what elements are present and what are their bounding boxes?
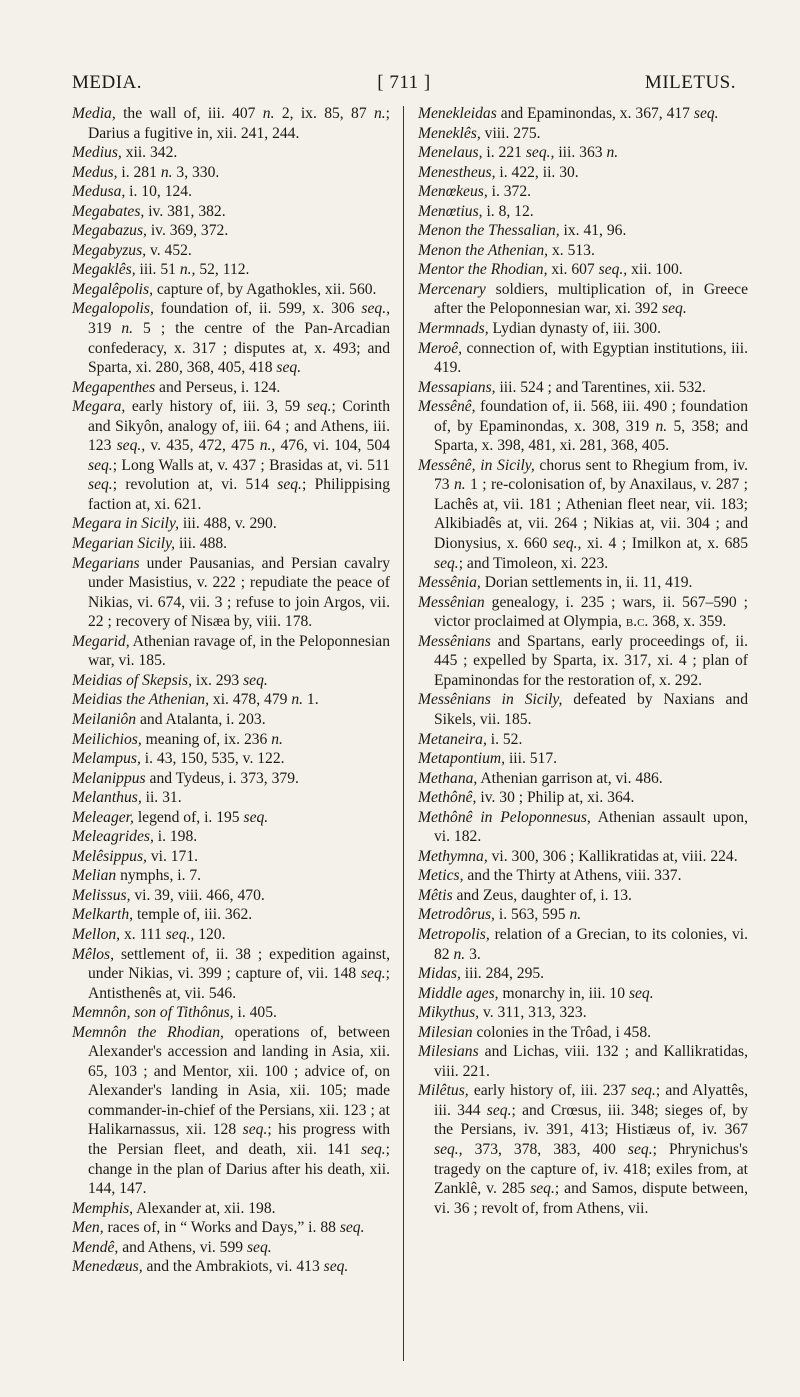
entry-text: iii. 51	[135, 261, 180, 279]
italic-text: seq.,	[598, 261, 628, 279]
italic-text: Menedæus,	[72, 1258, 143, 1276]
entry-text: connection of, with Egyptian institutions, iii. 419.	[434, 339, 748, 377]
italic-text: Mikythus,	[418, 1004, 480, 1022]
italic-text: seq.	[693, 105, 719, 122]
entry-text: viii. 275.	[480, 124, 541, 142]
index-entry	[72, 945, 390, 1004]
italic-text: Menon the Thessalian,	[418, 222, 560, 240]
italic-text: n.	[262, 105, 275, 122]
index-entry	[418, 730, 748, 750]
index-entry	[418, 143, 748, 163]
index-entry	[72, 827, 390, 847]
index-entry	[418, 202, 748, 222]
italic-text: seq.	[339, 1219, 365, 1237]
entry-text: and Tydeus, i. 373, 379.	[145, 769, 299, 787]
italic-text: Meidias the Athenian,	[72, 691, 210, 709]
entry-text: the wall of, iii. 407	[115, 105, 263, 122]
entry-text: nymphs, i. 7.	[116, 867, 202, 885]
entry-text: ; and Crœsus, iii. 348; sieges of, by the Persians, iv. 391, 413; Histiæus of, iv. 367	[434, 1101, 748, 1139]
italic-text: Mendê,	[72, 1238, 119, 1256]
header-page-number: [ 711 ]	[377, 72, 431, 93]
italic-text: seq.	[88, 476, 113, 494]
entry-text: and Spartans, early proceedings of, ii. 445 ; expelled by Sparta, ix. 317, xi. 4 ; plan of Epaminondas for the restoration of, x. 292.	[434, 632, 748, 689]
italic-text: Meilaniôn	[72, 710, 137, 728]
entry-text: i. 52.	[486, 730, 523, 748]
entry-text: i. 422, ii. 30.	[495, 163, 579, 181]
italic-text: seq.	[360, 1140, 386, 1158]
index-entry	[72, 163, 390, 183]
index-entry	[418, 1081, 748, 1218]
index-entry	[72, 769, 390, 789]
italic-text: Messênians in Sicily,	[418, 691, 563, 709]
index-entry	[418, 769, 748, 789]
index-entry	[72, 397, 390, 514]
italic-text: Megaklês,	[72, 261, 136, 279]
index-entry	[418, 456, 748, 573]
index-entry	[72, 1199, 390, 1219]
italic-text: Meleagrides,	[72, 828, 154, 846]
entry-text: under Pausanias, and Persian cavalry under Masistius, v. 222 ; repudiate the peace of Nikias, vi. 674, vii. 3 ; refuse to join Argos, vii. 22 ; recovery of Nisæa by, viii. 178.	[88, 554, 390, 631]
entry-text: early history of, iii. 3, 59	[125, 398, 307, 416]
entry-text: ; his progress with the Persian fleet, and death, xii. 141	[88, 1121, 390, 1158]
italic-text: Midas,	[418, 965, 461, 983]
entry-text: i. 221	[482, 144, 526, 162]
index-entry	[418, 280, 748, 319]
index-entry	[418, 221, 748, 241]
italic-text: Milesians	[418, 1043, 479, 1061]
entry-text: 5 ; the centre of the Pan-Arcadian confederacy, x. 317 ; disputes at, x. 493; and Sparta, xi. 280, 368, 405, 418	[88, 320, 390, 377]
italic-text: Messênia,	[418, 574, 481, 592]
italic-text: Megarians	[72, 554, 140, 572]
entry-text: legend of, i. 195	[133, 808, 244, 826]
index-entry	[418, 241, 748, 261]
entry-text: i. 281	[117, 163, 161, 181]
entry-text: x. 111	[120, 925, 166, 943]
italic-text: Meleager,	[72, 808, 134, 826]
index-entry	[72, 104, 390, 143]
index-entry	[72, 808, 390, 828]
index-entry	[72, 534, 390, 554]
italic-text: Milesian	[418, 1023, 473, 1041]
italic-text: seq.	[277, 476, 302, 494]
entry-text: 476, vi. 104, 504	[275, 437, 390, 455]
entry-text: settlement of, ii. 38 ; expedition against, under Nikias, vi. 399 ; capture of, vii. 148	[88, 945, 390, 983]
entry-text: i. 10, 124.	[125, 183, 192, 201]
entry-text: ; and Samos, dispute between, vi. 36 ; revolt of, from Athens, vii.	[434, 1180, 748, 1217]
italic-text: n.,	[179, 261, 196, 279]
index-entry	[72, 632, 390, 671]
entry-text: temple of, iii. 362.	[133, 906, 253, 924]
italic-text: Messênian	[418, 593, 485, 611]
entry-text: and Epaminondas, x. 367, 417	[496, 105, 694, 122]
entry-text: vi. 300, 306 ; Kallikratidas at, viii. 224.	[487, 847, 738, 865]
entry-text: operations of, between Alexander's accession and landing in Asia, xii. 65, 103 ; and Mentor, xii. 100 ; advice of, on Alexander's landing in Asia, xii. 105; made commander-in-chief of the Persians, xii. 123 ; at Halikarnassus, xii. 128	[88, 1023, 390, 1139]
entry-text: 3.	[465, 945, 481, 963]
entry-text: ; Corinth and Sikyôn, analogy of, iii. 64 ; and Athens, iii. 123	[88, 398, 390, 455]
italic-text: Memnôn, son of Tithônus,	[72, 1004, 234, 1022]
italic-text: Messapians,	[418, 378, 496, 396]
index-entry	[418, 182, 748, 202]
entry-text: foundation of, ii. 599, x. 306	[153, 300, 362, 318]
italic-text: seq.	[242, 1121, 268, 1139]
italic-text: Medius,	[72, 144, 122, 162]
index-column-left	[72, 104, 390, 1277]
entry-text: monarchy in, iii. 10	[498, 984, 629, 1002]
italic-text: Messênians	[418, 632, 491, 650]
italic-text: seq.,	[116, 437, 146, 455]
entry-text: ; change in the plan of Darius after his death, xii. 144, 147.	[88, 1140, 390, 1198]
entry-text: 2, ix. 85, 87	[274, 105, 374, 122]
italic-text: Meidias of Skepsis,	[72, 671, 192, 689]
entry-text: defeated by Naxians and Sikels, vii. 185.	[434, 691, 748, 728]
italic-text: Mercenary	[418, 280, 486, 298]
index-entry	[418, 339, 748, 378]
index-entry	[72, 788, 390, 808]
entry-text: ; Philippising faction at, xi. 621.	[88, 476, 390, 513]
entry-text: and Perseus, i. 124.	[155, 378, 281, 396]
entry-text: i. 563, 595	[494, 906, 570, 924]
italic-text: Megapenthes	[72, 378, 156, 396]
entry-text: 120.	[194, 925, 226, 943]
entry-text: iii. 524 ; and Tarentines, xii. 532.	[495, 378, 706, 396]
italic-text: Melampus,	[72, 750, 141, 768]
entry-text: genealogy, i. 235 ; wars, ii. 567–590 ; victor proclaimed at Olympia,	[434, 593, 748, 631]
entry-text: ; and Alyattês, iii. 344	[434, 1082, 749, 1119]
entry-text: early history of, iii. 237	[468, 1082, 632, 1100]
index-column-right	[418, 104, 748, 1218]
italic-text: Meroê,	[418, 339, 463, 357]
italic-text: n.	[606, 144, 619, 162]
index-entry	[418, 788, 748, 808]
italic-text: seq.	[306, 398, 332, 416]
italic-text: Methônê,	[418, 789, 477, 807]
entry-text: xi. 607	[547, 261, 599, 279]
italic-text: Menelaus,	[418, 144, 483, 162]
entry-text: races of, in “ Works and Days,” i. 88	[103, 1219, 340, 1237]
entry-text: b.c.	[625, 613, 649, 631]
entry-text: meaning of, ix. 236	[141, 730, 272, 748]
entry-text: ii. 31.	[141, 789, 182, 807]
italic-text: Megara in Sicily,	[72, 515, 179, 533]
italic-text: Menestheus,	[418, 163, 496, 181]
italic-text: Milêtus,	[418, 1082, 469, 1100]
italic-text: Media,	[72, 105, 116, 122]
italic-text: Megabazus,	[72, 222, 147, 240]
entry-text: i. 43, 150, 535, v. 122.	[140, 750, 285, 768]
index-entry	[418, 397, 748, 456]
index-entry	[72, 514, 390, 534]
italic-text: n.	[160, 163, 173, 181]
entry-text: chorus sent to Rhegium from, iv. 73	[434, 456, 748, 494]
entry-text: and the Thirty at Athens, viii. 337.	[463, 867, 682, 885]
entry-text: xi. 478, 479	[209, 691, 292, 709]
entry-text: Alexander at, xii. 198.	[133, 1199, 276, 1217]
index-entry	[72, 925, 390, 945]
italic-text: Megara,	[72, 398, 126, 416]
index-entry	[418, 1042, 748, 1081]
italic-text: n.	[373, 105, 386, 122]
entry-text: 319	[88, 320, 122, 338]
entry-text: iv. 369, 372.	[146, 222, 229, 240]
entry-text: and Zeus, daughter of, i. 13.	[452, 886, 632, 904]
entry-text: i. 198.	[153, 828, 198, 846]
index-entry	[72, 905, 390, 925]
index-entry	[72, 1003, 390, 1023]
entry-text: Athenian garrison at, vi. 486.	[477, 769, 663, 787]
index-entry	[72, 1238, 390, 1258]
index-entry	[72, 260, 390, 280]
entry-text: i. 372.	[487, 183, 532, 201]
entry-text: relation of a Grecian, to its colonies, vi. 82	[434, 925, 748, 963]
entry-text: 1 ; re-colonisation of, by Anaxilaus, v. 287 ; Lachês at, vii. 181 ; Athenian fleet near, vii. 183; Alkibiadês at, vii. 264 ; Nikias at, vii. 304 ; and Dionysius, x. 660	[434, 476, 748, 553]
index-entry	[418, 378, 748, 398]
entry-text: ; Darius a fugitive in, xii. 241, 244.	[88, 105, 390, 142]
italic-text: seq.	[243, 671, 268, 689]
italic-text: seq.,	[165, 925, 195, 943]
italic-text: seq.,	[434, 1140, 463, 1158]
entry-text: Dorian settlements in, ii. 11, 419.	[480, 574, 693, 592]
italic-text: Middle ages,	[418, 984, 499, 1002]
index-entry	[418, 749, 748, 769]
entry-text: iii. 488.	[175, 535, 228, 553]
italic-text: Melanthus,	[72, 789, 142, 807]
entry-text: v. 435, 472, 475	[145, 437, 260, 455]
header-right-running-title: MILETUS.	[644, 72, 736, 93]
italic-text: Megarid,	[72, 632, 130, 650]
italic-text: seq.	[434, 554, 459, 572]
italic-text: Metapontium,	[418, 750, 506, 768]
italic-text: Men,	[72, 1219, 104, 1237]
entry-text: i. 405.	[233, 1004, 277, 1022]
index-entry	[418, 319, 748, 339]
entry-text: and Athens, vi. 599	[118, 1238, 247, 1256]
italic-text: seq.,	[552, 535, 582, 553]
header-left-running-title: MEDIA.	[72, 72, 143, 93]
index-entry	[72, 671, 390, 691]
entry-text: colonies in the Trôad, i 458.	[472, 1023, 652, 1041]
italic-text: Messênê, in Sicily,	[418, 456, 535, 474]
italic-text: seq.	[662, 300, 687, 318]
italic-text: Medus,	[72, 163, 118, 181]
entry-text: 1.	[303, 691, 319, 709]
italic-text: Methymna,	[418, 847, 488, 865]
entry-text: i. 8, 12.	[482, 202, 534, 220]
index-entry	[418, 1023, 748, 1043]
italic-text: n.	[655, 417, 668, 435]
index-entry	[72, 241, 390, 261]
entry-text: iii. 284, 295.	[460, 965, 545, 983]
index-entry	[418, 964, 748, 984]
entry-text: 373, 378, 383, 400	[462, 1140, 628, 1158]
entry-text: v. 452.	[146, 241, 192, 259]
italic-text: Mentor the Rhodian,	[418, 261, 548, 279]
index-entry	[72, 1257, 390, 1277]
index-entry	[72, 749, 390, 769]
entry-text: ; and Timoleon, xi. 223.	[458, 554, 609, 572]
entry-text: 5, 358; and Sparta, x. 398, 481, xi. 281, 368, 405.	[434, 417, 748, 455]
index-entry	[72, 221, 390, 241]
italic-text: seq.	[627, 1140, 653, 1158]
entry-text: iv. 30 ; Philip at, xi. 364.	[476, 789, 635, 807]
index-entry	[72, 378, 390, 398]
entry-text: soldiers, multiplication of, in Greece after the Peloponnesian war, xi. 392	[434, 280, 748, 318]
index-entry	[418, 866, 748, 886]
italic-text: Megabyzus,	[72, 241, 147, 259]
italic-text: Melkarth,	[72, 906, 134, 924]
italic-text: seq.	[631, 1082, 656, 1100]
italic-text: Metrodôrus,	[418, 906, 495, 924]
italic-text: seq.	[243, 808, 269, 826]
index-entry	[418, 593, 748, 632]
entry-text: ix. 293	[191, 671, 244, 689]
index-entry	[72, 1023, 390, 1199]
index-entry	[72, 847, 390, 867]
entry-text: xii. 342.	[121, 144, 178, 162]
index-entry	[72, 710, 390, 730]
index-entry	[72, 1218, 390, 1238]
italic-text: n.	[271, 730, 283, 748]
italic-text: n.,	[259, 437, 276, 455]
entry-text: x. 513.	[548, 241, 595, 259]
index-entry	[72, 299, 390, 377]
index-entry	[418, 690, 748, 729]
italic-text: n.	[569, 906, 582, 924]
index-entry	[418, 847, 748, 867]
entry-text: foundation of, ii. 568, iii. 490 ; foundation of, by Epaminondas, x. 308, 319	[434, 398, 748, 435]
italic-text: n.	[453, 476, 466, 494]
entry-text: Lydian dynasty of, iii. 300.	[488, 320, 661, 338]
italic-text: Melissus,	[72, 886, 131, 904]
entry-text: ; Long Walls at, v. 437 ; Brasidas at, vi. 511	[112, 456, 390, 474]
italic-text: Megalêpolis,	[72, 280, 153, 298]
column-divider	[403, 106, 404, 1361]
italic-text: n.	[453, 945, 466, 963]
italic-text: seq.	[323, 1258, 349, 1276]
italic-text: seq.	[628, 984, 654, 1002]
entry-text: v. 311, 313, 323.	[479, 1004, 587, 1022]
italic-text: Medusa,	[72, 183, 126, 201]
italic-text: Melêsippus,	[72, 847, 147, 865]
italic-text: Methana,	[418, 769, 478, 787]
entry-text: and the Ambrakiots, vi. 413	[142, 1258, 324, 1276]
entry-text: 52, 112.	[195, 261, 250, 279]
italic-text: Melanippus	[72, 769, 146, 787]
italic-text: Mermnads,	[418, 320, 489, 338]
entry-text: xi. 4 ; Imilkon at, x. 685	[581, 535, 748, 553]
italic-text: seq.,	[525, 144, 555, 162]
italic-text: Mellon,	[72, 925, 121, 943]
index-entry	[72, 202, 390, 222]
entry-text: ; Antisthenês at, vii. 546.	[88, 965, 390, 1002]
italic-text: Metaneira,	[418, 730, 487, 748]
italic-text: n.	[291, 691, 304, 709]
index-entry	[418, 104, 748, 124]
entry-text: 368, x. 359.	[648, 613, 727, 631]
entry-text: and Lichas, viii. 132 ; and Kallikratidas, viii. 221.	[434, 1043, 748, 1080]
index-entry	[72, 690, 390, 710]
entry-text: iv. 381, 382.	[144, 202, 226, 220]
index-entry	[418, 1003, 748, 1023]
index-entry	[72, 886, 390, 906]
entry-text: Athenian assault upon, vi. 182.	[434, 808, 748, 846]
italic-text: Meneklês,	[418, 124, 481, 142]
index-entry	[418, 632, 748, 691]
entry-text: ; Phrynichus's tragedy on the capture of, iv. 418; exiles from, at Zanklê, v. 285	[434, 1140, 749, 1198]
italic-text: seq.	[246, 1238, 272, 1256]
italic-text: Mêlos,	[72, 945, 115, 963]
index-entry	[418, 573, 748, 593]
entry-text: vi. 39, viii. 466, 470.	[130, 886, 265, 904]
italic-text: Mêtis	[418, 886, 453, 904]
index-entry	[72, 730, 390, 750]
italic-text: Memnôn the Rhodian,	[72, 1023, 224, 1041]
italic-text: seq.	[88, 456, 113, 474]
italic-text: Megalopolis,	[72, 300, 154, 318]
index-entry	[418, 925, 748, 964]
index-entry	[72, 182, 390, 202]
italic-text: Melian	[72, 867, 117, 885]
index-entry	[418, 124, 748, 144]
entry-text: vi. 171.	[146, 847, 199, 865]
entry-text: ix. 41, 96.	[559, 222, 627, 240]
italic-text: Metropolis,	[418, 925, 490, 943]
entry-text: xii. 100.	[627, 261, 683, 279]
italic-text: seq.	[276, 359, 302, 377]
entry-text: ; revolution at, vi. 514	[112, 476, 278, 494]
italic-text: Meilichios,	[72, 730, 142, 748]
italic-text: seq.,	[361, 300, 390, 318]
italic-text: Menœkeus,	[418, 183, 488, 201]
italic-text: Methônê in Peloponnesus,	[418, 808, 591, 826]
index-entry	[418, 260, 748, 280]
entry-text: 3, 330.	[172, 163, 220, 181]
italic-text: Megarian Sicily,	[72, 535, 176, 553]
italic-text: Messênê,	[418, 398, 476, 416]
entry-text: capture of, by Agathokles, xii. 560.	[152, 280, 377, 298]
index-entry	[418, 163, 748, 183]
italic-text: Metics,	[418, 867, 464, 885]
entry-text: iii. 363	[554, 144, 607, 162]
entry-text: iii. 488, v. 290.	[178, 515, 277, 533]
entry-text: Athenian ravage of, in the Peloponnesian war, vi. 185.	[88, 632, 390, 670]
index-entry	[72, 143, 390, 163]
index-entry	[418, 808, 748, 847]
index-entry	[72, 280, 390, 300]
page-header	[72, 72, 736, 96]
italic-text: n.	[121, 320, 134, 338]
italic-text: Megabates,	[72, 202, 145, 220]
italic-text: seq.	[530, 1180, 555, 1198]
italic-text: Menekleidas	[418, 105, 497, 122]
italic-text: Memphis,	[72, 1199, 134, 1217]
italic-text: seq.	[360, 965, 386, 983]
index-entry	[72, 554, 390, 632]
italic-text: Menœtius,	[418, 202, 483, 220]
entry-text: and Atalanta, i. 203.	[136, 710, 266, 728]
index-entry	[418, 886, 748, 906]
italic-text: seq.	[486, 1101, 512, 1119]
italic-text: Menon the Athenian,	[418, 241, 549, 259]
index-entry	[72, 866, 390, 886]
index-entry	[418, 984, 748, 1004]
entry-text: iii. 517.	[505, 750, 558, 768]
index-entry	[418, 905, 748, 925]
